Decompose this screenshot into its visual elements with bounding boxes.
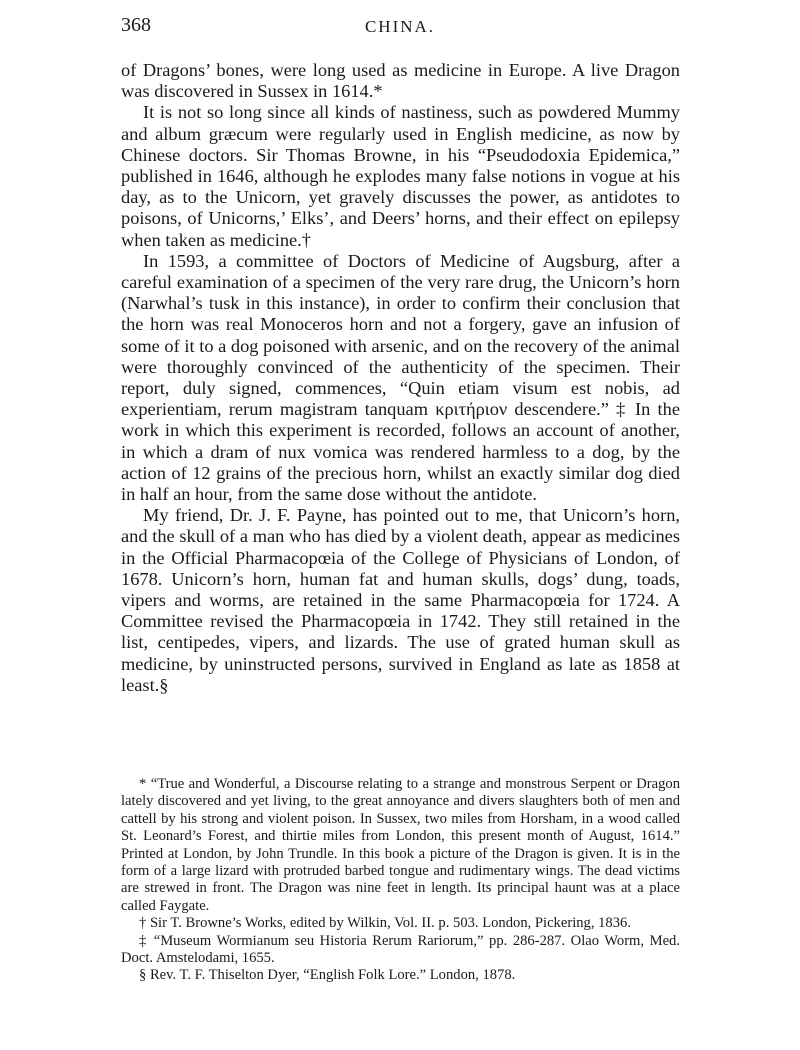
- footnote: ‡ “Museum Wormianum seu Historia Rerum Rariorum,” pp. 286-287. Olao Worm, Med. Doct. Amstelodami, 1655.: [121, 932, 680, 967]
- running-title: CHINA.: [364, 17, 436, 36]
- body-text: [121, 60, 680, 696]
- page-header: [121, 14, 679, 44]
- footnote: * “True and Wonderful, a Discourse relating to a strange and monstrous Serpent or Dragon lately discovered and yet living, to the great annoyance and divers slaughters both of men and cattell by his strong and violent poison. In Sussex, two miles from Horsham, in a wood called St. Leonard’s Forest, and thirtie miles from London, this present month of August, 1614.” Printed at London, by John Trundle. In this book a picture of the Dragon is given. It is in the form of a large lizard with protruded barbed tongue and rudimentary wings. The dead victims are strewed in front. The Dragon was nine feet in length. Its principal haunt was at a place called Faygate.: [121, 776, 680, 914]
- paragraph: It is not so long since all kinds of nastiness, such as powdered Mummy and album græcum were regularly used in English medicine, as now by Chinese doctors. Sir Thomas Browne, in his “Pseudodoxia Epidemica,” published in 1646, although he explodes many false notions in vogue at his day, as to the Unicorn, yet gravely discusses the power, as antidotes to poisons, of Unicorns,’ Elks’, and Deers’ horns, and their effect on epilepsy when taken as medicine.†: [121, 102, 680, 250]
- footnotes: [121, 776, 680, 985]
- page-number: 368: [121, 14, 151, 36]
- footnote: § Rev. T. F. Thiselton Dyer, “English Folk Lore.” London, 1878.: [139, 967, 516, 984]
- paragraph: In 1593, a committee of Doctors of Medicine of Augsburg, after a careful examination of a specimen of the very rare drug, the Unicorn’s horn (Narwhal’s tusk in this instance), in order to confirm their conclusion that the horn was real Monoceros horn and not a forgery, gave an infusion of some of it to a dog poisoned with arsenic, and on the recovery of the animal were thoroughly convinced of the authenticity of the specimen. Their report, duly signed, commences, “Quin etiam visum est nobis, ad experientiam, rerum magistram tanquam κριτήριον descendere.” ‡ In the work in which this experiment is recorded, follows an account of another, in which a dram of nux vomica was rendered harmless to a dog, by the action of 12 grains of the precious horn, whilst an exactly similar dog died in half an hour, from the same dose without the antidote.: [121, 250, 680, 505]
- footnote: † Sir T. Browne’s Works, edited by Wilkin, Vol. II. p. 503. London, Pickering, 1836.: [139, 915, 631, 932]
- paragraph: of Dragons’ bones, were long used as medicine in Europe. A live Dragon was discovered in Sussex in 1614.*: [121, 60, 680, 102]
- paragraph: My friend, Dr. J. F. Payne, has pointed out to me, that Unicorn’s horn, and the skull of a man who has died by a violent death, appear as medicines in the Official Pharmacopœia of the College of Physicians of London, of 1678. Unicorn’s horn, human fat and human skulls, dogs’ dung, toads, vipers and worms, are retained in the same Pharmacopœia for 1724. A Committee revised the Pharmacopœia in 1742. They still retained in the list, centipedes, vipers, and lizards. The use of grated human skull as medicine, by uninstructed persons, survived in England as late as 1858 at least.§: [121, 505, 680, 695]
